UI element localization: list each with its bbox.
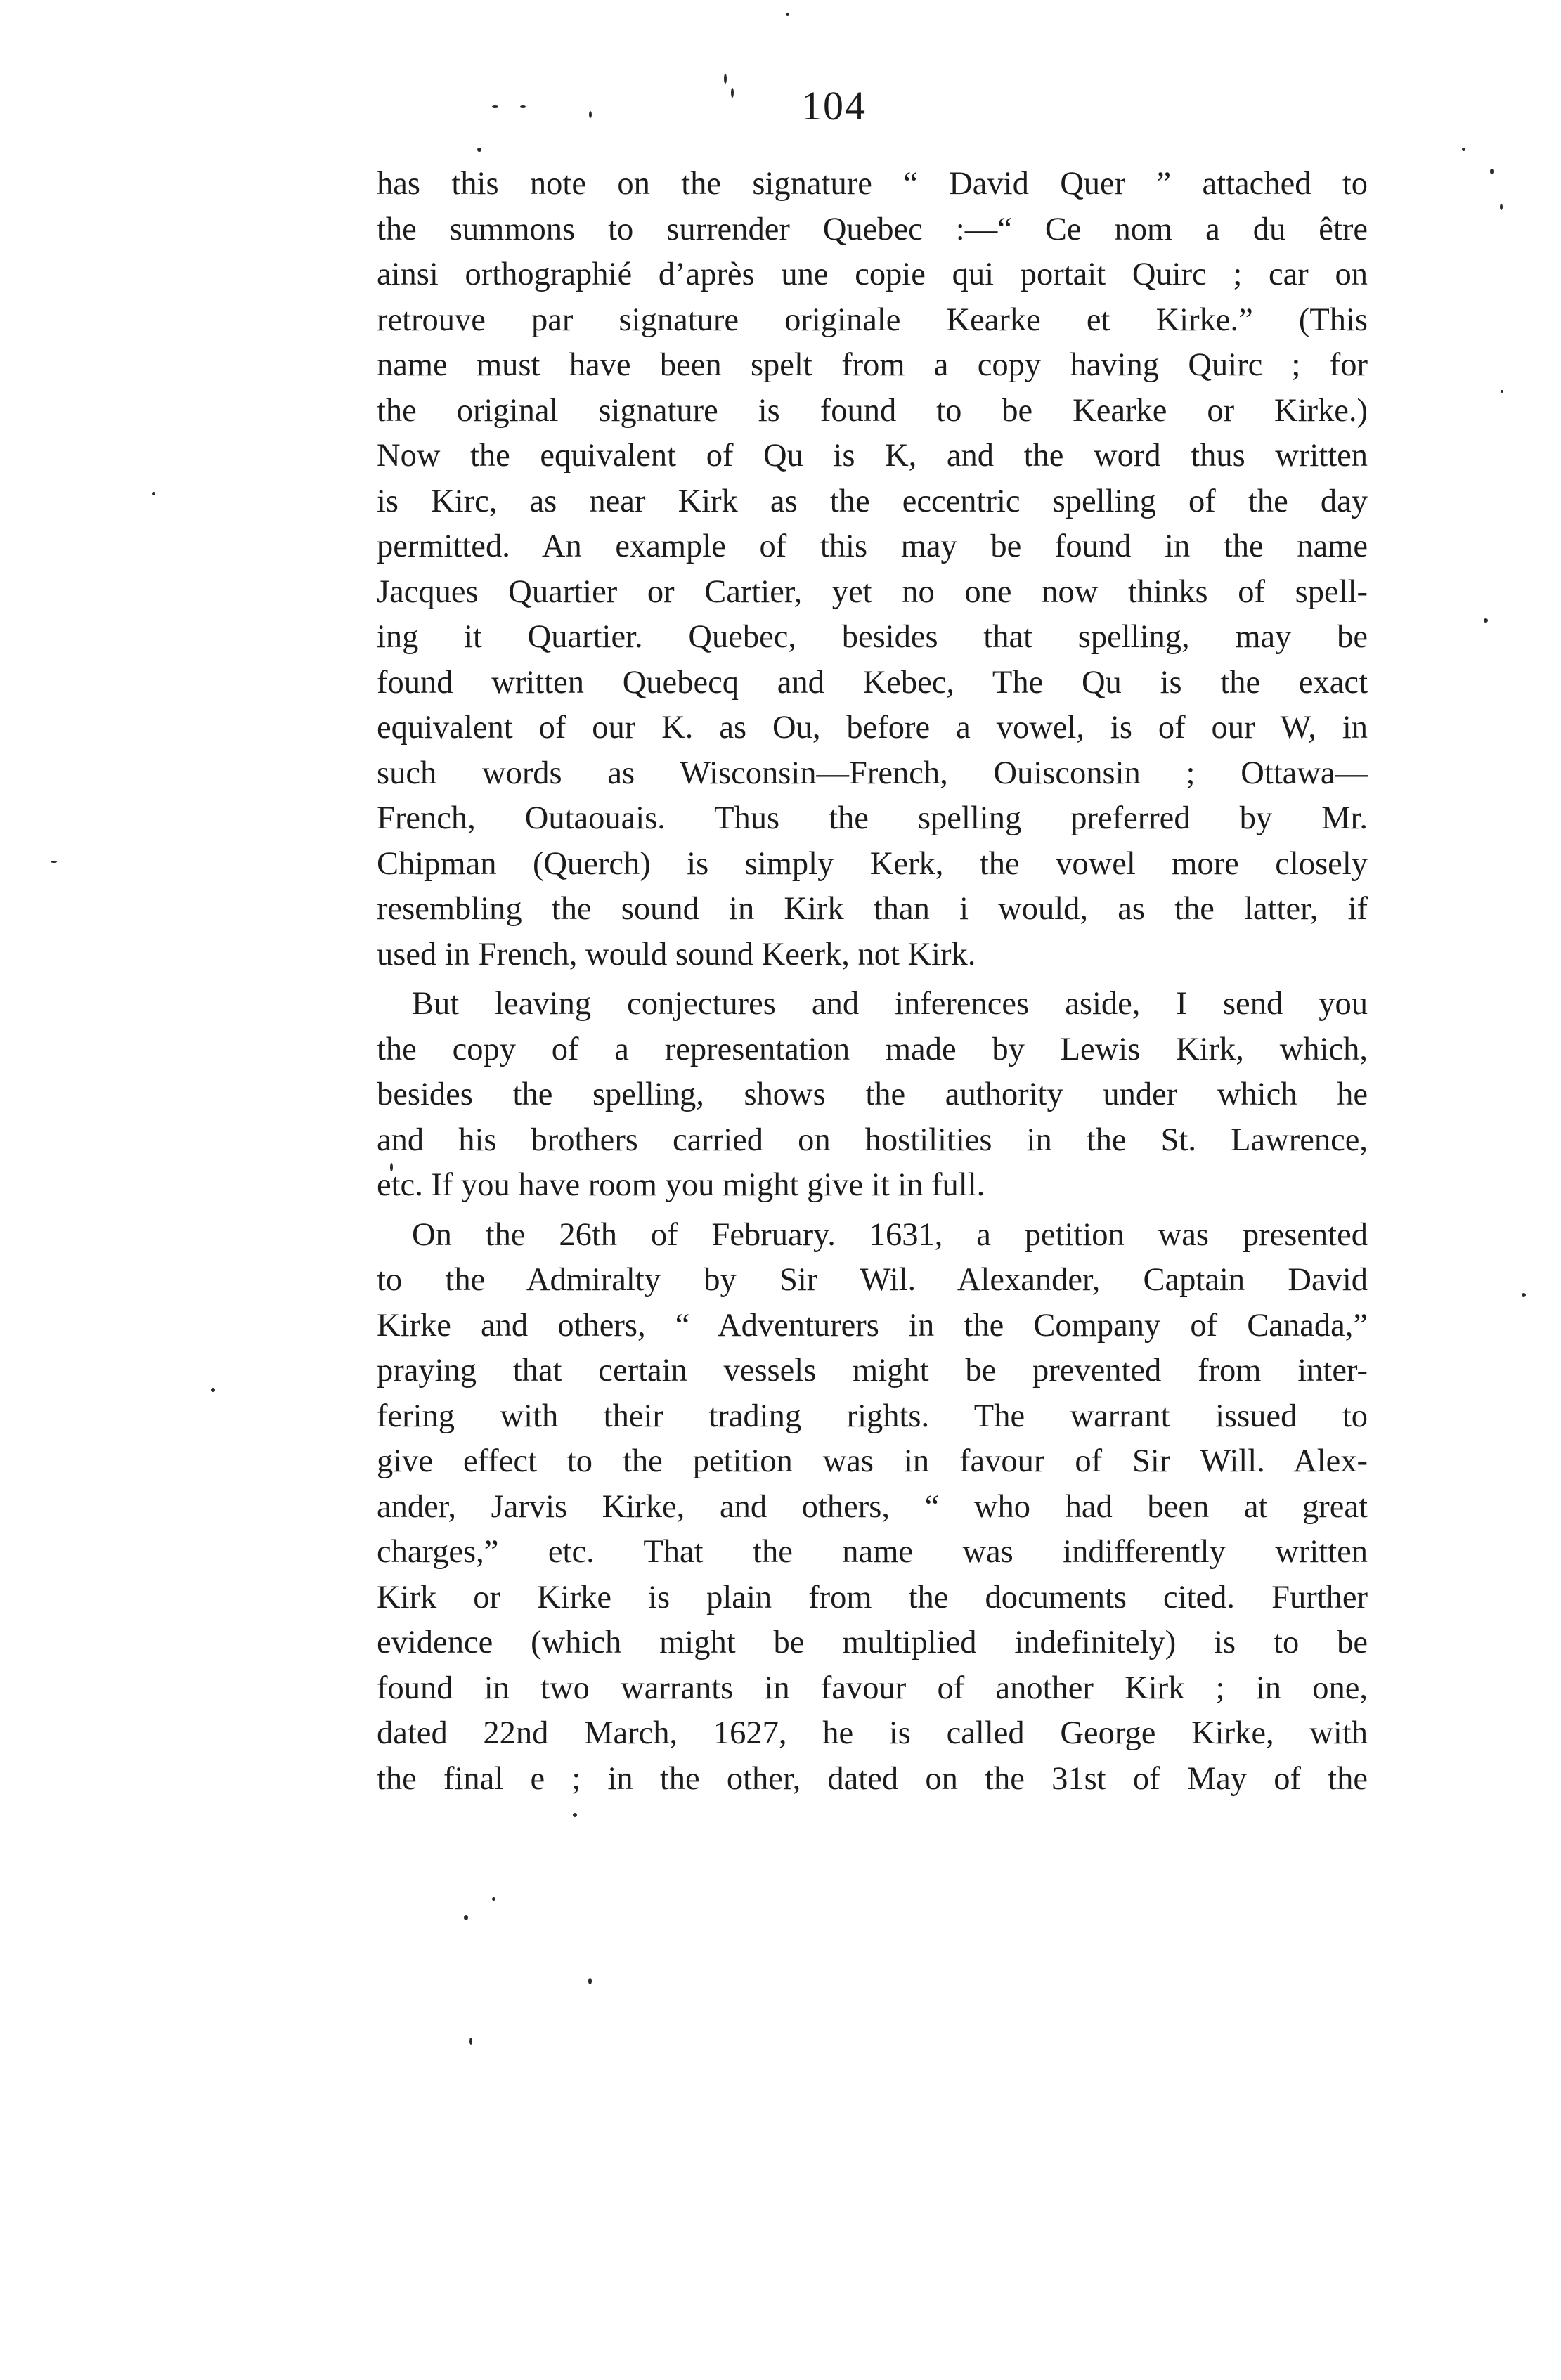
text-line: ing it Quartier. Quebec, besides that spelling, may be	[377, 619, 1368, 655]
text-line: Kirke and others, “ Adventurers in the Company of Canada,”	[377, 1307, 1368, 1344]
text-line: But leaving conjectures and inferences aside, I send you	[412, 986, 1368, 1022]
text-line: the final e ; in the other, dated on the 31st of May of the	[377, 1760, 1368, 1797]
scan-speck	[1484, 618, 1488, 623]
text-line: praying that certain vessels might be prevented from inter-	[377, 1353, 1368, 1389]
text-line: the copy of a representation made by Lewis Kirk, which,	[377, 1031, 1368, 1067]
text-line: to the Admiralty by Sir Wil. Alexander, Captain David	[377, 1262, 1368, 1298]
scan-speck	[211, 1388, 215, 1392]
scan-speck	[152, 492, 155, 495]
scan-speck	[1490, 169, 1494, 174]
text-line: Now the equivalent of Qu is K, and the word thus written	[377, 438, 1368, 474]
text-line: French, Outaouais. Thus the spelling preferred by Mr.	[377, 800, 1368, 836]
text-line: charges,” etc. That the name was indifferently written	[377, 1534, 1368, 1570]
paragraph	[377, 1213, 1368, 1802]
text-line: used in French, would sound Keerk, not Kirk.	[377, 936, 976, 973]
text-line: the summons to surrender Quebec :—“ Ce nom a du être	[377, 211, 1368, 247]
scan-speck	[724, 74, 727, 84]
paragraph	[377, 982, 1368, 1209]
scan-speck	[520, 105, 526, 108]
text-line: besides the spelling, shows the authority under which he	[377, 1077, 1368, 1112]
paragraph	[377, 162, 1368, 977]
text-line: Chipman (Querch) is simply Kerk, the vowel more closely	[377, 845, 1368, 882]
scan-speck	[469, 2038, 472, 2045]
page-number: 104	[801, 83, 867, 129]
text-line: Jacques Quartier or Cartier, yet no one now thinks of spell-	[377, 573, 1368, 610]
scan-speck	[1462, 148, 1465, 151]
text-line: retrouve par signature originale Kearke et Kirke.” (This	[377, 301, 1368, 338]
text-line: such words as Wisconsin—French, Ouisconsin ; Ottawa—	[377, 755, 1368, 791]
scan-speck	[588, 1978, 592, 1984]
scan-speck	[589, 111, 592, 118]
text-line: has this note on the signature “ David Quer ” attached to	[377, 166, 1368, 202]
text-line: and his brothers carried on hostilities in the St. Lawrence,	[377, 1121, 1368, 1158]
scan-speck	[464, 1915, 468, 1920]
scan-speck	[1500, 204, 1503, 210]
text-line: give effect to the petition was in favour of Sir Will. Alex-	[377, 1443, 1368, 1479]
text-line: name must have been spelt from a copy having Quirc ; for	[377, 347, 1368, 383]
scan-speck	[477, 148, 481, 152]
scan-speck	[492, 1897, 495, 1901]
text-line: Kirk or Kirke is plain from the documents cited. Further	[377, 1579, 1368, 1615]
text-line: etc. If you have room you might give it in full.	[377, 1167, 985, 1203]
scan-speck	[492, 105, 498, 108]
text-line: ainsi orthographié d’après une copie qui portait Quirc ; car on	[377, 256, 1368, 292]
text-line: found in two warrants in favour of another Kirk ; in one,	[377, 1670, 1368, 1706]
scan-speck	[731, 88, 734, 98]
scan-speck	[573, 1813, 577, 1817]
text-line: is Kirc, as near Kirk as the eccentric spelling of the day	[377, 483, 1368, 519]
text-line: dated 22nd March, 1627, he is called George Kirke, with	[377, 1715, 1368, 1751]
scan-speck	[1522, 1293, 1526, 1297]
text-line: found written Quebecq and Kebec, The Qu is the exact	[377, 664, 1368, 701]
text-line: equivalent of our K. as Ou, before a vowel, is of our W, in	[377, 710, 1368, 746]
body-text	[377, 162, 1368, 1802]
text-line: On the 26th of February. 1631, a petition was presented	[412, 1216, 1368, 1253]
text-line: permitted. An example of this may be found in the name	[377, 528, 1368, 564]
text-line: evidence (which might be multiplied indefinitely) is to be	[377, 1625, 1368, 1660]
scan-speck	[1501, 390, 1503, 393]
scan-speck	[786, 13, 789, 16]
text-line: fering with their trading rights. The warrant issued to	[377, 1398, 1368, 1434]
text-line: the original signature is found to be Kearke or Kirke.)	[377, 392, 1368, 429]
text-line: resembling the sound in Kirk than i would, as the latter, if	[377, 891, 1368, 927]
text-line: ander, Jarvis Kirke, and others, “ who had been at great	[377, 1488, 1368, 1525]
scan-speck	[51, 861, 57, 863]
